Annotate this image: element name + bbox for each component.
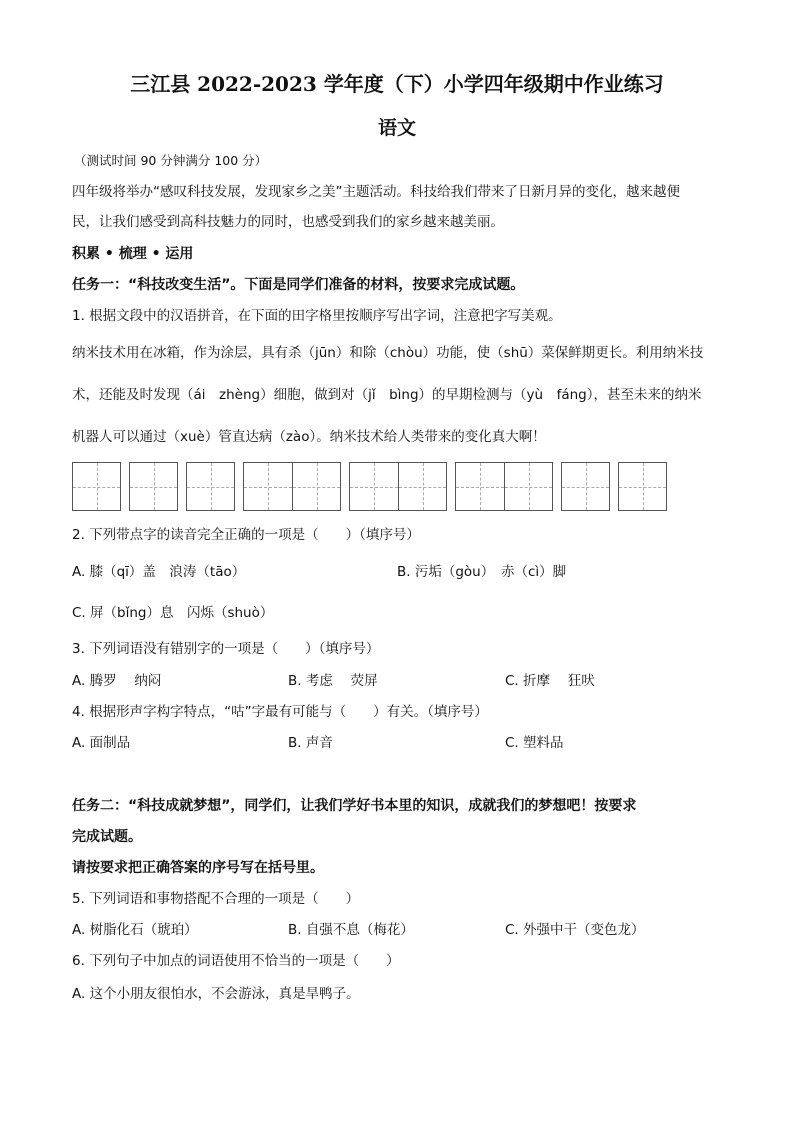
task1-heading: 任务一：“科技改变生活”。下面是同学们准备的材料，按要求完成试题。 — [72, 277, 525, 293]
intro-line-1: 四年级将举办“感叹科技发展，发现家乡之美”主题活动。科技给我们带来了日新月异的变化，越来越便 — [72, 184, 680, 200]
writing-grid — [72, 462, 672, 511]
grid-box-2[interactable] — [129, 462, 178, 511]
grid-box-8[interactable] — [618, 462, 667, 511]
q5-option-c: C. 外强中干（变色龙） — [505, 922, 645, 938]
question-3: 3. 下列词语没有错别字的一项是（ ）（填序号） — [72, 641, 380, 657]
task2-heading-line-1: 任务二：“科技成就梦想”，同学们，让我们学好书本里的知识，成就我们的梦想吧！按要求 — [72, 798, 637, 814]
q4-option-c: C. 塑料品 — [505, 735, 564, 751]
q4-option-a: A. 面制品 — [72, 735, 131, 751]
q2-option-a: A. 膝（qī）盖 浪涛（tāo） — [72, 564, 246, 580]
q5-option-a: A. 树脂化石（琥珀） — [72, 922, 198, 938]
q3-option-c: C. 折摩 狂吠 — [505, 673, 595, 689]
q3-option-a: A. 腾罗 纳闷 — [72, 673, 162, 689]
q6-option-a: A. 这个小朋友很怕水，不会游泳，真是旱鸭子。 — [72, 986, 360, 1002]
exam-info: （测试时间 90 分钟满分 100 分） — [74, 153, 268, 168]
question-4: 4. 根据形声字构字特点，“咕”字最有可能与（ ）有关。（填序号） — [72, 704, 488, 720]
question-6: 6. 下列句子中加点的词语使用不恰当的一项是（ ） — [72, 953, 400, 969]
task2-heading-line-2: 完成试题。 — [72, 829, 142, 845]
question-5: 5. 下列词语和事物搭配不合理的一项是（ ） — [72, 891, 360, 907]
grid-box-7[interactable] — [561, 462, 610, 511]
q2-option-b: B. 污垢（gòu） 赤（cì）脚 — [397, 564, 567, 580]
q1-passage-line-2: 术，还能及时发现（ái zhèng）细胞，做到对（jǐ bìng）的早期检测与（yù fáng），甚至未来的纳米 — [72, 387, 702, 403]
grid-box-5[interactable] — [349, 462, 447, 511]
question-1: 1. 根据文段中的汉语拼音，在下面的田字格里按顺序写出字词，注意把字写美观。 — [72, 308, 562, 324]
q4-option-b: B. 声音 — [288, 735, 333, 751]
q2-option-c: C. 屏（bǐng）息 闪烁（shuò） — [72, 605, 274, 621]
subject-title: 语文 — [377, 117, 416, 139]
grid-box-1[interactable] — [72, 462, 121, 511]
document-title: 三江县 2022-2023 学年度（下）小学四年级期中作业练习 — [130, 72, 664, 96]
q1-passage-line-1: 纳米技术用在冰箱，作为涂层，具有杀（jūn）和除（chòu）功能，使（shū）菜保鲜期更长。利用纳米技 — [72, 345, 704, 361]
question-2: 2. 下列带点字的读音完全正确的一项是（ ）（填序号） — [72, 527, 420, 543]
grid-box-3[interactable] — [186, 462, 235, 511]
q5-option-b: B. 自强不息（梅花） — [288, 922, 414, 938]
grid-box-4[interactable] — [243, 462, 341, 511]
instruction: 请按要求把正确答案的序号写在括号里。 — [72, 860, 324, 876]
section-heading: 积累 • 梳理 • 运用 — [72, 246, 194, 262]
grid-box-6[interactable] — [455, 462, 553, 511]
q3-option-b: B. 考虑 荧屏 — [288, 673, 378, 689]
intro-line-2: 民，让我们感受到高科技魅力的同时，也感受到我们的家乡越来越美丽。 — [72, 214, 504, 230]
q1-passage-line-3: 机器人可以通过（xuè）管直达病（zào）。纳米技术给人类带来的变化真大啊！ — [72, 429, 546, 445]
